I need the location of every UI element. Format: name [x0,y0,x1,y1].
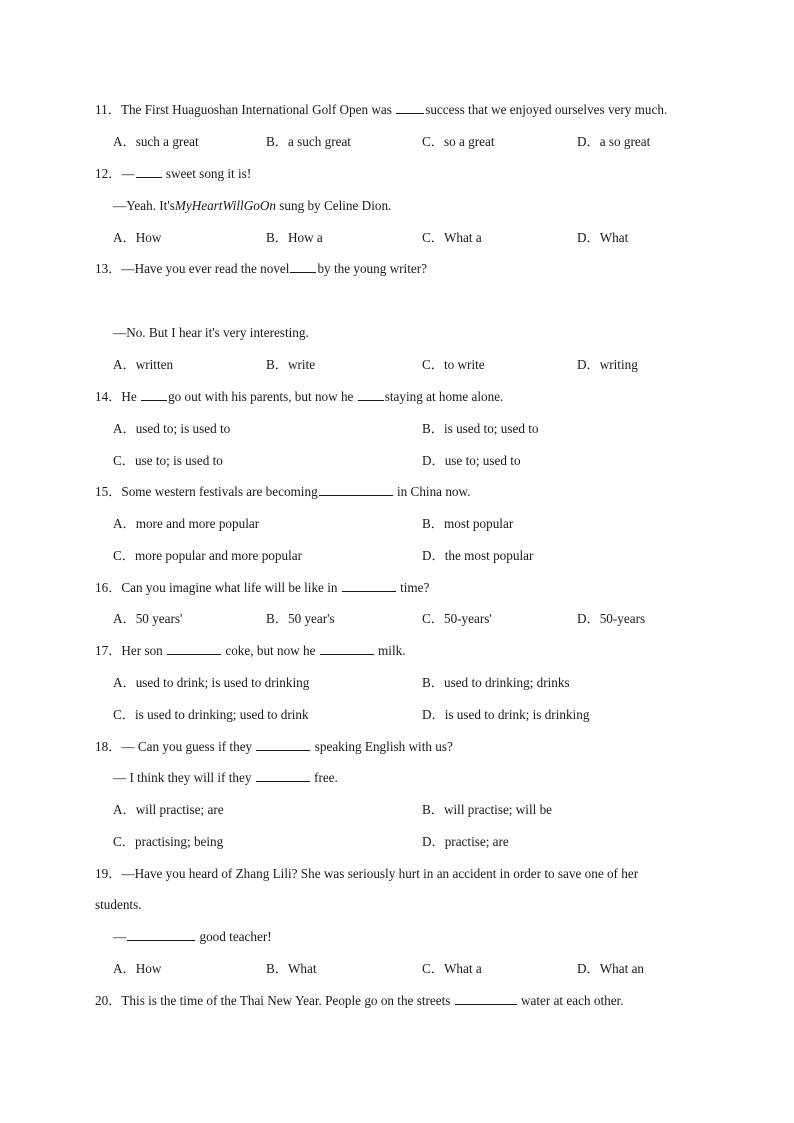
song-title: MyHeartWillGoOn [174,198,276,213]
reply-text: —Yeah. It's [113,198,175,213]
question-18 [95,738,453,756]
question-17 [95,642,406,660]
option-a[interactable]: A．50 years' [113,611,183,626]
question-text: success that we enjoyed ourselves very much. [425,102,668,117]
option-d[interactable]: D．practise; are [422,834,509,849]
question-12 [95,165,251,183]
option-a[interactable]: A．more and more popular [113,516,260,531]
option-a[interactable]: A．How [113,961,162,976]
option-b[interactable]: B．used to drinking; drinks [422,675,570,690]
question-number: 17． [95,643,122,658]
answer-blank[interactable] [396,101,424,114]
answer-blank[interactable] [455,992,517,1005]
question-number: 13． [95,261,122,276]
reply-text: — I think they will if they [113,770,255,785]
question-text: water at each other. [517,993,624,1008]
question-number: 15． [95,484,122,499]
option-c[interactable]: C．What a [422,961,482,976]
option-c[interactable]: C．so a great [422,134,495,149]
option-d[interactable]: D．writing [577,357,638,372]
reply-text: free. [310,770,338,785]
reply-text: good teacher! [196,929,272,944]
question-number: 12． [95,166,122,181]
question-15 [95,483,470,501]
question-text: Can you imagine what life will be like in [121,580,341,595]
question-text: —Have you ever read the novel [121,261,290,276]
option-b[interactable]: B．write [266,357,316,372]
option-c[interactable]: C．use to; is used to [113,453,223,468]
question-14 [95,388,503,406]
question-text: He [121,389,141,404]
option-b[interactable]: B．a such great [266,134,351,149]
option-d[interactable]: D．50-years [577,611,646,626]
question-text: This is the time of the Thai New Year. People go on the streets [121,993,454,1008]
question-number: 14． [95,389,122,404]
option-c[interactable]: C．What a [422,230,482,245]
option-a[interactable]: A．such a great [113,134,199,149]
question-20 [95,992,624,1010]
option-c[interactable]: C．is used to drinking; used to drink [113,707,309,722]
answer-blank[interactable] [358,388,384,401]
question-text: — Can you guess if they [121,739,256,754]
answer-blank[interactable] [127,928,195,941]
option-b[interactable]: B．most popular [422,516,514,531]
option-b[interactable]: B．50 year's [266,611,335,626]
reply-line [113,928,272,946]
option-a[interactable]: A．used to; is used to [113,421,231,436]
option-d[interactable]: D．What an [577,961,645,976]
question-number: 16． [95,580,122,595]
question-number: 18． [95,739,122,754]
reply-line [113,197,391,215]
question-text: Her son [121,643,167,658]
option-c[interactable]: C．more popular and more popular [113,548,302,563]
question-text: go out with his parents, but now he [168,389,357,404]
option-a[interactable]: A．will practise; are [113,802,224,817]
question-text: —Have you heard of Zhang Lili? She was seriously hurt in an accident in order to save one of her [121,866,639,881]
answer-blank[interactable] [136,165,162,178]
answer-blank[interactable] [141,388,167,401]
question-text: sweet song it is! [162,166,252,181]
question-text: coke, but now he [222,643,319,658]
answer-blank[interactable] [319,483,393,496]
answer-blank[interactable] [256,738,310,751]
reply-line [113,769,338,787]
question-text-continued: students. [95,897,142,912]
question-text: Some western festivals are becoming [121,484,318,499]
question-number: 20． [95,993,122,1008]
question-text: time? [396,580,430,595]
question-text: staying at home alone. [384,389,504,404]
question-text: — [121,166,135,181]
option-b[interactable]: B．What [266,961,317,976]
option-a[interactable]: A．How [113,230,162,245]
question-16 [95,579,429,597]
question-number: 19． [95,866,122,881]
answer-blank[interactable] [256,769,310,782]
option-d[interactable]: D．What [577,230,629,245]
answer-blank[interactable] [167,642,221,655]
question-text: by the young writer? [317,261,427,276]
option-c[interactable]: C．50-years' [422,611,492,626]
option-d[interactable]: D．is used to drink; is drinking [422,707,590,722]
question-11 [95,101,667,119]
answer-blank[interactable] [342,579,396,592]
question-number: 11． [95,102,121,117]
option-b[interactable]: B．is used to; used to [422,421,539,436]
option-d[interactable]: D．a so great [577,134,651,149]
reply-text: — [113,929,127,944]
option-d[interactable]: D．use to; used to [422,453,521,468]
question-text: The First Huaguoshan International Golf Open was [120,102,396,117]
option-c[interactable]: C．to write [422,357,485,372]
reply-text: sung by Celine Dion. [275,198,392,213]
answer-blank[interactable] [320,642,374,655]
option-a[interactable]: A．written [113,357,174,372]
option-d[interactable]: D．the most popular [422,548,534,563]
option-b[interactable]: B．will practise; will be [422,802,553,817]
question-text: in China now. [393,484,471,499]
option-a[interactable]: A．used to drink; is used to drinking [113,675,310,690]
option-b[interactable]: B．How a [266,230,323,245]
question-text: speaking English with us? [311,739,453,754]
question-text: milk. [374,643,406,658]
reply-line: —No. But I hear it's very interesting. [113,325,309,340]
option-c[interactable]: C．practising; being [113,834,224,849]
question-13 [95,260,427,278]
answer-blank[interactable] [290,260,316,273]
question-19 [95,865,638,883]
